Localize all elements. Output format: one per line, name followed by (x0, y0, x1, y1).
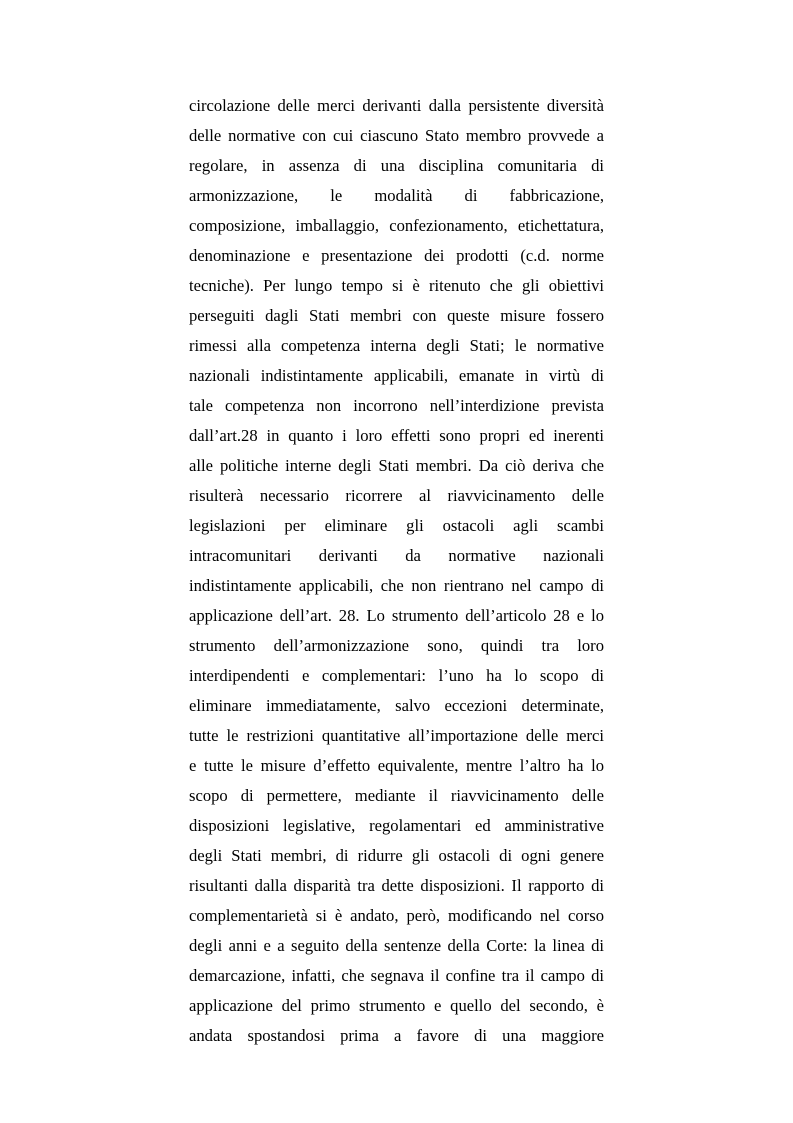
body-text (189, 91, 604, 1051)
text-line: rimessi alla competenza interna degli Stati; le normative (189, 336, 604, 355)
text-line: risulterà necessario ricorrere al riavvicinamento delle (189, 486, 604, 505)
text-line: regolare, in assenza di una disciplina comunitaria di (189, 156, 604, 175)
text-line: degli anni e a seguito della sentenze della Corte: la linea di (189, 936, 604, 955)
text-line: alle politiche interne degli Stati membri. Da ciò deriva che (189, 456, 604, 475)
text-line: e tutte le misure d’effetto equivalente, mentre l’altro ha lo (189, 756, 604, 775)
text-line: tutte le restrizioni quantitative all’importazione delle merci (189, 726, 604, 745)
text-line: applicazione del primo strumento e quello del secondo, è (189, 996, 604, 1015)
text-line: intracomunitari derivanti da normative nazionali (189, 546, 604, 565)
text-line: circolazione delle merci derivanti dalla persistente diversità (189, 96, 604, 115)
text-line: armonizzazione, le modalità di fabbricazione, (189, 186, 604, 205)
text-line: complementarietà si è andato, però, modificando nel corso (189, 906, 604, 925)
text-line: eliminare immediatamente, salvo eccezioni determinate, (189, 696, 604, 715)
text-line: interdipendenti e complementari: l’uno ha lo scopo di (189, 666, 604, 685)
text-line: tecniche). Per lungo tempo si è ritenuto che gli obiettivi (189, 276, 604, 295)
text-line: legislazioni per eliminare gli ostacoli agli scambi (189, 516, 604, 535)
text-line: applicazione dell’art. 28. Lo strumento dell’articolo 28 e lo (189, 606, 604, 625)
text-line: composizione, imballaggio, confezionamento, etichettatura, (189, 216, 604, 235)
text-line: dall’art.28 in quanto i loro effetti sono propri ed inerenti (189, 426, 604, 445)
text-line: scopo di permettere, mediante il riavvicinamento delle (189, 786, 604, 805)
text-line: degli Stati membri, di ridurre gli ostacoli di ogni genere (189, 846, 604, 865)
text-line: denominazione e presentazione dei prodotti (c.d. norme (189, 246, 604, 265)
text-line: delle normative con cui ciascuno Stato membro provvede a (189, 126, 604, 145)
text-line: demarcazione, infatti, che segnava il confine tra il campo di (189, 966, 604, 985)
text-line: andata spostandosi prima a favore di una maggiore (189, 1026, 604, 1045)
text-line: perseguiti dagli Stati membri con queste misure fossero (189, 306, 604, 325)
text-line: strumento dell’armonizzazione sono, quindi tra loro (189, 636, 604, 655)
text-line: disposizioni legislative, regolamentari ed amministrative (189, 816, 604, 835)
text-line: indistintamente applicabili, che non rientrano nel campo di (189, 576, 604, 595)
text-line: tale competenza non incorrono nell’interdizione prevista (189, 396, 604, 415)
text-line: nazionali indistintamente applicabili, emanate in virtù di (189, 366, 604, 385)
text-line: risultanti dalla disparità tra dette disposizioni. Il rapporto di (189, 876, 604, 895)
